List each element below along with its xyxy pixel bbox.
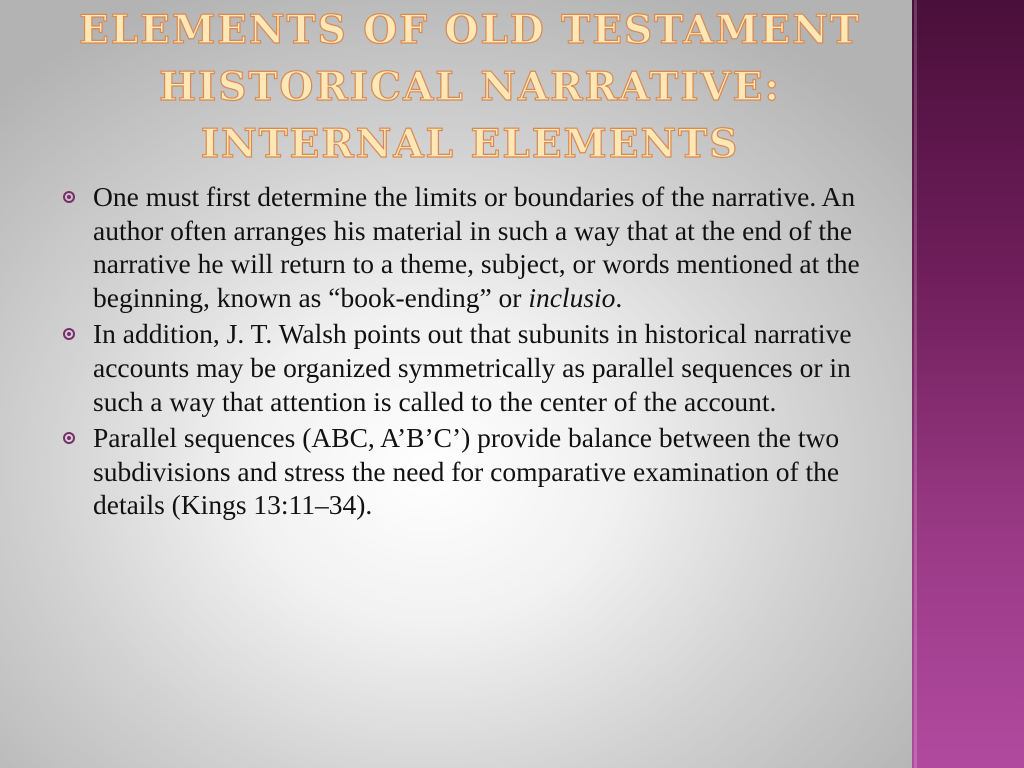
bullet-text: Parallel sequences (ABC, A’B’C’) provide balance between the two subdivisions and stress the need for comparative examination of the details (Kings 13:11–34). (93, 422, 840, 521)
bullet-text-tail: . (615, 281, 623, 313)
bullet-item (60, 317, 865, 418)
circled-dot-bullet-icon (63, 328, 75, 340)
bullet-item (60, 421, 865, 522)
side-panel-highlight (914, 0, 917, 768)
purple-side-panel (912, 0, 1024, 768)
title-line: HISTORICAL NARRATIVE: (159, 64, 781, 110)
bullet-text: One must first determine the limits or boundaries of the narrative. An author often arranges his material in such a way that at the end of the narrative he will return to a theme, subject, or words mentioned at the beginning, known as “book-ending” or (93, 181, 860, 313)
bullet-item (60, 180, 865, 314)
circled-dot-bullet-icon (63, 191, 75, 203)
title-line: ELEMENTS OF OLD TESTAMENT (79, 7, 861, 53)
bullet-emphasis: inclusio (528, 281, 616, 313)
bullet-list (60, 180, 865, 525)
bullet-text: In addition, J. T. Walsh points out that subunits in historical narrative accounts may be organized symmetrically as parallel sequences or in such a way that attention is called to the center of the account. (93, 318, 852, 417)
title-line: INTERNAL ELEMENTS (200, 121, 740, 167)
slide-title (60, 2, 880, 173)
circled-dot-bullet-icon (63, 432, 75, 444)
